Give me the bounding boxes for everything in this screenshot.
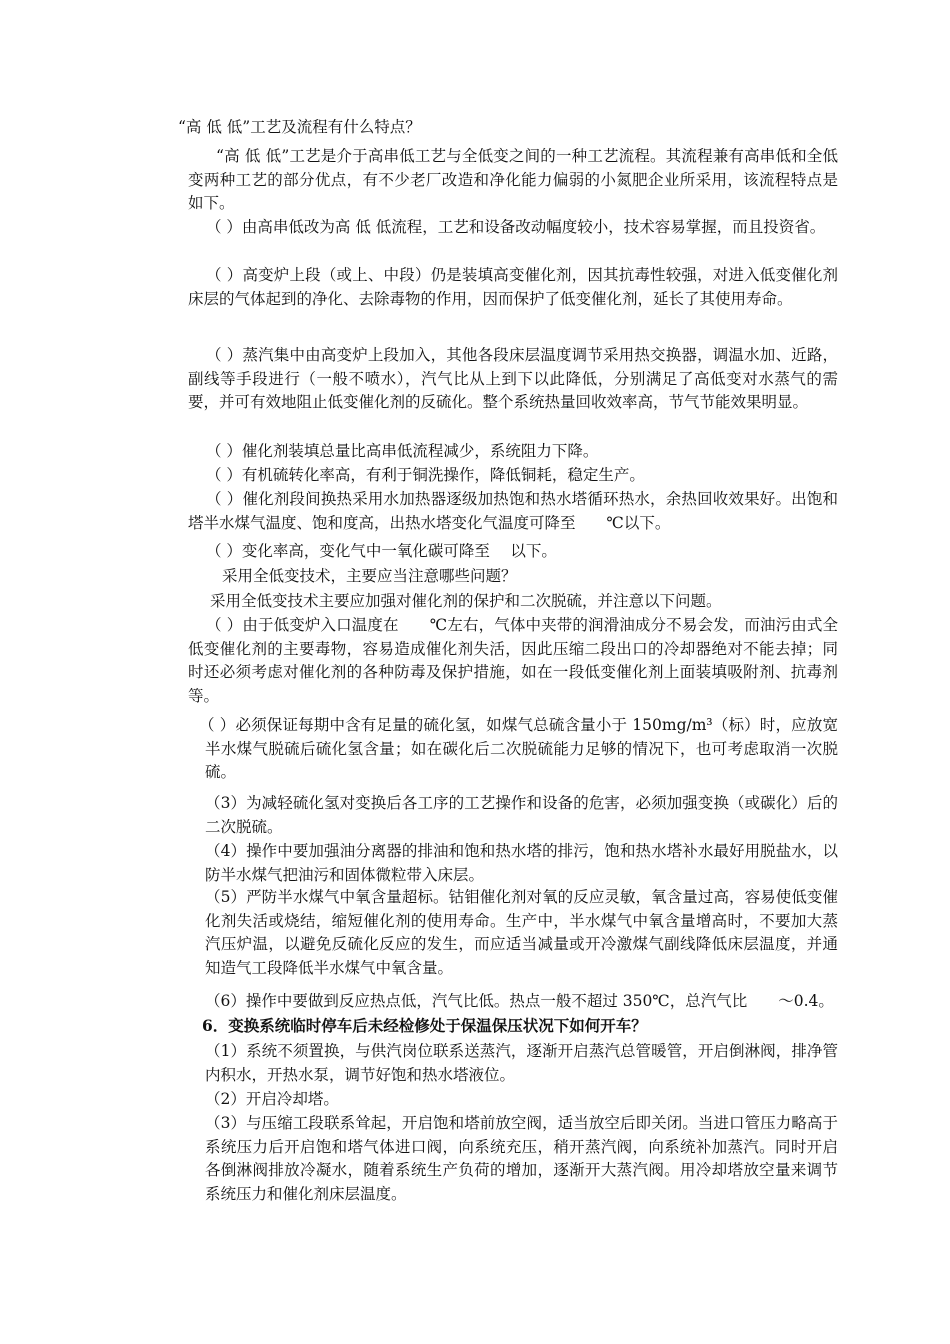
list-item-9: （ ）必须保证每期中含有足量的硫化氢，如煤气总硫含量小于 150mg/m³（标）时，应放宽半水煤气脱硫后硫化氢含量；如在碳化后二次脱硫能力足够的情况下，也可考虑取消一次脱硫。 bbox=[199, 716, 838, 782]
list-item-6: （ ）催化剂段间换热采用水加热器逐级加热饱和热水塔循环热水，余热回收效果好。出饱和塔半水煤气温度、饱和度高，出热水塔变化气温度可降至 ℃以下。 bbox=[188, 490, 838, 532]
list-item-5: （ ）有机硫转化率高，有利于铜洗操作，降低铜耗，稳定生产。 bbox=[206, 466, 645, 484]
answer-step-3: （3）与压缩工段联系耸起，开启饱和塔前放空阀，适当放空后即关闭。当进口管压力略高于系统压力后开启饱和塔气体进口阀，向系统充压，稍开蒸汽阀，向系统补加蒸汽。同时开启各倒淋阀排放冷凝水，随着系统生产负荷的增加，逐渐开大蒸汽阀。用冷却塔放空量来调节系统压力和催化剂床层温度。 bbox=[205, 1114, 838, 1203]
list-item-2: （ ）高变炉上段（或上、中段）仍是装填高变催化剂，因其抗毒性较强，对进入低变催化剂床层的气体起到的净化、去除毒物的作用，因而保护了低变催化剂，延长了其使用寿命。 bbox=[188, 266, 838, 308]
paragraph-intro: “高 低 低”工艺是介于高串低工艺与全低变之间的一种工艺流程。其流程兼有高串低和全低变两种工艺的部分优点，有不少老厂改造和净化能力偏弱的小氮肥企业所采用，该流程特点是如下。 bbox=[188, 147, 838, 213]
question-6-heading: 6．变换系统临时停车后未经检修处于保温保压状况下如何开车？ bbox=[202, 1016, 647, 1035]
section-heading-full-low: 采用全低变技术，主要应当注意哪些问题？ bbox=[222, 567, 517, 585]
answer-step-2: （2）开启冷却塔。 bbox=[205, 1090, 339, 1108]
list-item-10: （3）为减轻硫化氢对变换后各工序的工艺操作和设备的危害，必须加强变换（或碳化）后的二次脱硫。 bbox=[205, 794, 838, 836]
list-item-4: （ ）催化剂装填总量比高串低流程减少，系统阻力下降。 bbox=[206, 442, 599, 460]
list-item-13: （6）操作中要做到反应热点低，汽气比低。热点一般不超过 350℃，总汽气比 ～0.4。 bbox=[205, 992, 834, 1010]
section-heading-gao-di-di: “高 低 低”工艺及流程有什么特点？ bbox=[178, 118, 421, 136]
list-item-7: （ ）变化率高，变化气中一氧化碳可降至 以下。 bbox=[206, 542, 557, 560]
list-item-8: （ ）由于低变炉入口温度在 ℃左右，气体中夹带的润滑油成分不易会发，而油污由式全低变催化剂的主要毒物，容易造成催化剂失活，因此压缩二段出口的冷却器绝对不能去掉；同时还必须考虑对催化剂的各种防毒及保护措施，如在一段低变催化剂上面装填吸附剂、抗毒剂等。 bbox=[188, 616, 838, 705]
list-item-11: （4）操作中要加强油分离器的排油和饱和热水塔的排污，饱和热水塔补水最好用脱盐水，以防半水煤气把油污和固体微粒带入床层。 bbox=[205, 842, 838, 884]
list-item-3: （ ）蒸汽集中由高变炉上段加入，其他各段床层温度调节采用热交换器，调温水加、近路，副线等手段进行（一般不喷水），汽气比从上到下以此降低，分别满足了高低变对水蒸气的需要，并可有效地阻止低变催化剂的反硫化。整个系统热量回收效率高，节气节能效果明显。 bbox=[188, 346, 838, 412]
list-item-1: （ ）由高串低改为高 低 低流程，工艺和设备改动幅度较小，技术容易掌握，而且投资省。 bbox=[206, 218, 826, 236]
paragraph-full-low-intro: 采用全低变技术主要应加强对催化剂的保护和二次脱硫，并注意以下问题。 bbox=[210, 592, 722, 610]
answer-step-1: （1）系统不须置换，与供汽岗位联系送蒸汽，逐渐开启蒸汽总管暖管，开启倒淋阀，排净管内积水，开热水泵，调节好饱和热水塔液位。 bbox=[205, 1042, 838, 1084]
list-item-12: （5）严防半水煤气中氧含量超标。钴钼催化剂对氧的反应灵敏，氧含量过高，容易使低变催化剂失活或烧结，缩短催化剂的使用寿命。生产中，半水煤气中氧含量增高时，不要加大蒸汽压炉温，以避免反硫化反应的发生，而应适当减量或开冷激煤气副线降低床层温度，并通知造气工段降低半水煤气中氧含量。 bbox=[205, 888, 838, 977]
